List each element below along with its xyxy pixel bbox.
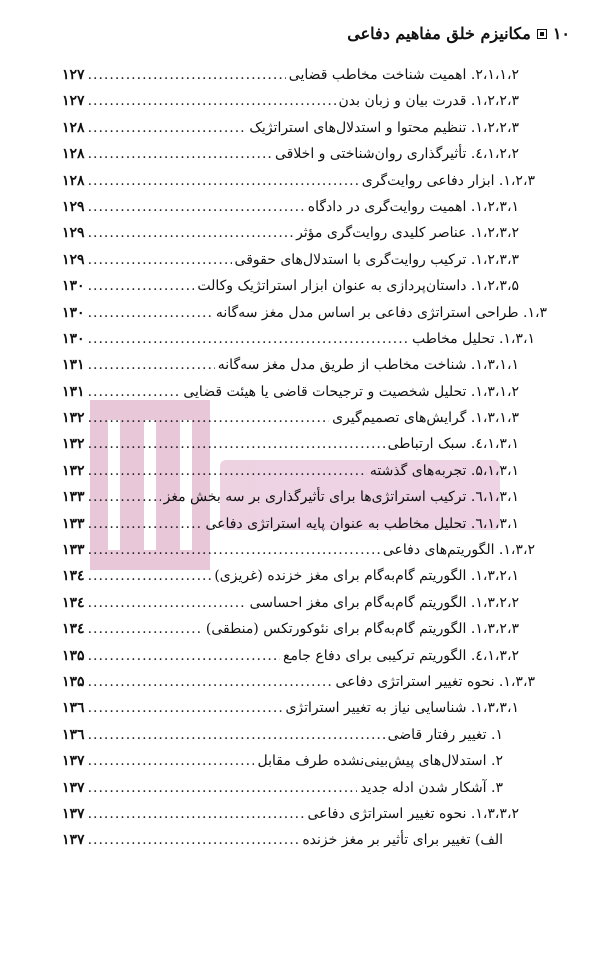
dot-leader	[88, 669, 333, 695]
toc-page-number: ۱۳٤	[62, 594, 85, 611]
toc-entry-title: الف) تغییر برای تأثیر بر مغز خزنده	[302, 832, 503, 849]
toc-entry-title: ۱. تغییر رفتار قاضی	[387, 726, 503, 743]
toc-entry	[62, 88, 547, 114]
toc-page-number: ۱۳۷	[62, 779, 85, 796]
toc-entry	[62, 669, 547, 695]
toc-entry-title: ۵،۱،۳،۱. تجربه‌های گذشته	[369, 462, 519, 479]
toc-page-number: ۱۳۳	[62, 515, 85, 532]
dot-leader	[88, 88, 336, 114]
toc-entry	[62, 643, 547, 669]
toc-page-number: ۱۲۹	[62, 198, 85, 215]
toc-entry	[62, 511, 547, 537]
toc-entry	[62, 563, 547, 589]
toc-entry	[62, 748, 547, 774]
toc-entry	[62, 590, 547, 616]
toc-entry	[62, 458, 547, 484]
toc-entry	[62, 801, 547, 827]
dot-leader	[88, 273, 195, 299]
toc-entry-title: ۱،۳. طراحی استراتژی دفاعی بر اساس مدل مغز سه‌گانه	[215, 304, 547, 321]
toc-page-number: ۱۳۵	[62, 673, 85, 690]
toc-page-number: ۱۳۳	[62, 542, 85, 559]
toc-entry	[62, 379, 547, 405]
table-of-contents	[62, 62, 547, 854]
toc-page-number: ۱۲۷	[62, 93, 85, 110]
toc-entry-title: ۱،۳،۲. الگوریتم‌های دفاعی	[382, 542, 535, 559]
toc-entry	[62, 431, 547, 457]
dot-leader	[88, 590, 247, 616]
toc-page-number: ۱۳٦	[62, 700, 85, 717]
toc-entry-title: ۲،۱،۱،۲. اهمیت شناخت مخاطب قضایی	[288, 67, 519, 83]
toc-entry-title: ۱،۲،۳،۱. اهمیت روایت‌گری در دادگاه	[307, 198, 519, 215]
toc-entry	[62, 775, 547, 801]
toc-entry-title: ۲. استدلال‌های پیش‌بینی‌نشده طرف مقابل	[257, 753, 503, 770]
dot-leader	[88, 194, 305, 220]
header-page-number: ۱۰	[552, 24, 570, 43]
toc-entry	[62, 220, 547, 246]
toc-entry	[62, 62, 547, 88]
header-book-title: مکانیزم خلق مفاهیم دفاعی	[347, 24, 531, 43]
dot-leader	[88, 220, 294, 246]
toc-entry-title: ۱،۳،۳،۲. نحوه تغییر استراتژی دفاعی	[307, 805, 519, 822]
dot-leader	[88, 141, 272, 167]
toc-entry-title: ۱،۳،۲،٤. الگوریتم ترکیبی برای دفاع جامع	[283, 647, 519, 664]
toc-page-number: ۱۲۷	[62, 67, 85, 83]
toc-entry-title: ۱،۳،۱،٦. ترکیب استراتژی‌ها برای تأثیرگذاری بر سه بخش مغز	[163, 489, 519, 506]
toc-entry-title: ۱،۳،۲،۱. الگوریتم گام‌به‌گام برای مغز خزنده (غریزی)	[214, 568, 519, 585]
toc-entry-title: ۱،۳،۱،۱. شناخت مخاطب از طریق مدل مغز سه‌گانه	[217, 357, 519, 374]
toc-entry-title: ۱،۳،۳،۱. شناسایی نیاز به تغییر استراتژی	[285, 700, 519, 717]
toc-page-number: ۱۲۹	[62, 251, 85, 268]
dot-leader	[88, 616, 203, 642]
dot-leader	[88, 722, 385, 748]
toc-entry	[62, 827, 547, 853]
toc-entry-title: ۱،۲،۲،۳. قدرت بیان و زبان بدن	[338, 93, 519, 110]
toc-page-number: ۱۲۸	[62, 146, 85, 163]
toc-entry-title: ۱،۳،۲،۲. الگوریتم گام‌به‌گام برای مغز احساسی	[249, 594, 519, 611]
running-head	[347, 24, 570, 43]
toc-page-number: ۱۲۸	[62, 172, 85, 189]
dot-leader	[88, 801, 305, 827]
dot-leader	[88, 511, 203, 537]
square-bullet-icon	[537, 29, 547, 39]
toc-entry	[62, 168, 547, 194]
toc-entry-title: ۱،۲،۳،۵. داستان‌پردازی به عنوان ابزار استراتژیک وکالت	[197, 278, 519, 295]
toc-page-number: ۱۳۰	[62, 330, 85, 347]
toc-page-number: ۱۳۰	[62, 304, 85, 321]
toc-page-number: ۱۳۷	[62, 832, 85, 849]
dot-leader	[88, 62, 286, 88]
dot-leader	[88, 326, 409, 352]
toc-page-number: ۱۳۷	[62, 805, 85, 822]
toc-entry	[62, 247, 547, 273]
toc-entry	[62, 405, 547, 431]
toc-entry-title: ۱،۳،۳. نحوه تغییر استراتژی دفاعی	[335, 673, 535, 690]
toc-entry	[62, 273, 547, 299]
toc-page-number: ۱۳۲	[62, 462, 85, 479]
toc-entry	[62, 352, 547, 378]
toc-entry-title: ۱،۳،۱،۳. گرایش‌های تصمیم‌گیری	[332, 410, 519, 427]
toc-entry-title: ۱،۲،۲،٤. تأثیرگذاری روان‌شناختی و اخلاقی	[274, 146, 519, 163]
toc-page-number: ۱۳۲	[62, 410, 85, 427]
dot-leader	[88, 827, 300, 853]
dot-leader	[88, 643, 280, 669]
toc-page-number: ۱۳۰	[62, 278, 85, 295]
toc-entry	[62, 194, 547, 220]
dot-leader	[88, 352, 215, 378]
toc-page-number: ۱۳۳	[62, 489, 85, 506]
toc-entry-title: ۳. آشکار شدن ادله جدید	[360, 779, 503, 796]
toc-page-number: ۱۳۷	[62, 753, 85, 770]
toc-entry	[62, 722, 547, 748]
dot-leader	[88, 484, 161, 510]
dot-leader	[88, 695, 283, 721]
dot-leader	[88, 300, 213, 326]
toc-page-number: ۱۲۸	[62, 119, 85, 136]
dot-leader	[88, 537, 380, 563]
toc-page-number: ۱۳۱	[62, 383, 85, 400]
toc-page-number: ۱۳۲	[62, 436, 85, 453]
toc-entry	[62, 326, 547, 352]
toc-entry	[62, 115, 547, 141]
dot-leader	[88, 247, 232, 273]
dot-leader	[88, 748, 255, 774]
dot-leader	[88, 563, 212, 589]
toc-entry-title: ۱،۲،۳،۳. ترکیب روایت‌گری با استدلال‌های حقوقی	[234, 251, 519, 268]
dot-leader	[88, 379, 181, 405]
toc-entry-title: ۱،۲،۲،۳. تنظیم محتوا و استدلال‌های استراتژیک	[249, 119, 519, 136]
dot-leader	[88, 115, 247, 141]
toc-entry-title: ۱،۳،۱،٦. تحلیل مخاطب به عنوان پایه استراتژی دفاعی	[205, 515, 519, 532]
dot-leader	[88, 775, 358, 801]
toc-entry	[62, 695, 547, 721]
dot-leader	[88, 405, 330, 431]
toc-entry-title: ۱،۲،۳،۲. عناصر کلیدی روایت‌گری مؤثر	[296, 225, 519, 242]
toc-page-number: ۱۳۱	[62, 357, 85, 374]
toc-entry	[62, 537, 547, 563]
toc-page-number: ۱۳٦	[62, 726, 85, 743]
toc-entry-title: ۱،۳،۱،٤. سبک ارتباطی	[387, 436, 519, 453]
toc-entry	[62, 300, 547, 326]
toc-page-number: ۱۲۹	[62, 225, 85, 242]
toc-entry-title: ۱،۳،۲،۳. الگوریتم گام‌به‌گام برای نئوکورتکس (منطقی)	[205, 621, 519, 638]
dot-leader	[88, 431, 385, 457]
toc-entry-title: ۱،۳،۱،۲. تحلیل شخصیت و ترجیحات قاضی یا هیئت قضایی	[183, 383, 519, 400]
toc-entry	[62, 484, 547, 510]
toc-entry-title: ۱،۲،۳. ابزار دفاعی روایت‌گری	[361, 172, 535, 189]
toc-page-number: ۱۳٤	[62, 621, 85, 638]
dot-leader	[88, 458, 367, 484]
toc-entry-title: ۱،۳،۱. تحلیل مخاطب	[411, 330, 535, 347]
toc-page-number: ۱۳٤	[62, 568, 85, 585]
toc-page-number: ۱۳۵	[62, 647, 85, 664]
toc-entry	[62, 141, 547, 167]
dot-leader	[88, 168, 359, 194]
toc-entry	[62, 616, 547, 642]
